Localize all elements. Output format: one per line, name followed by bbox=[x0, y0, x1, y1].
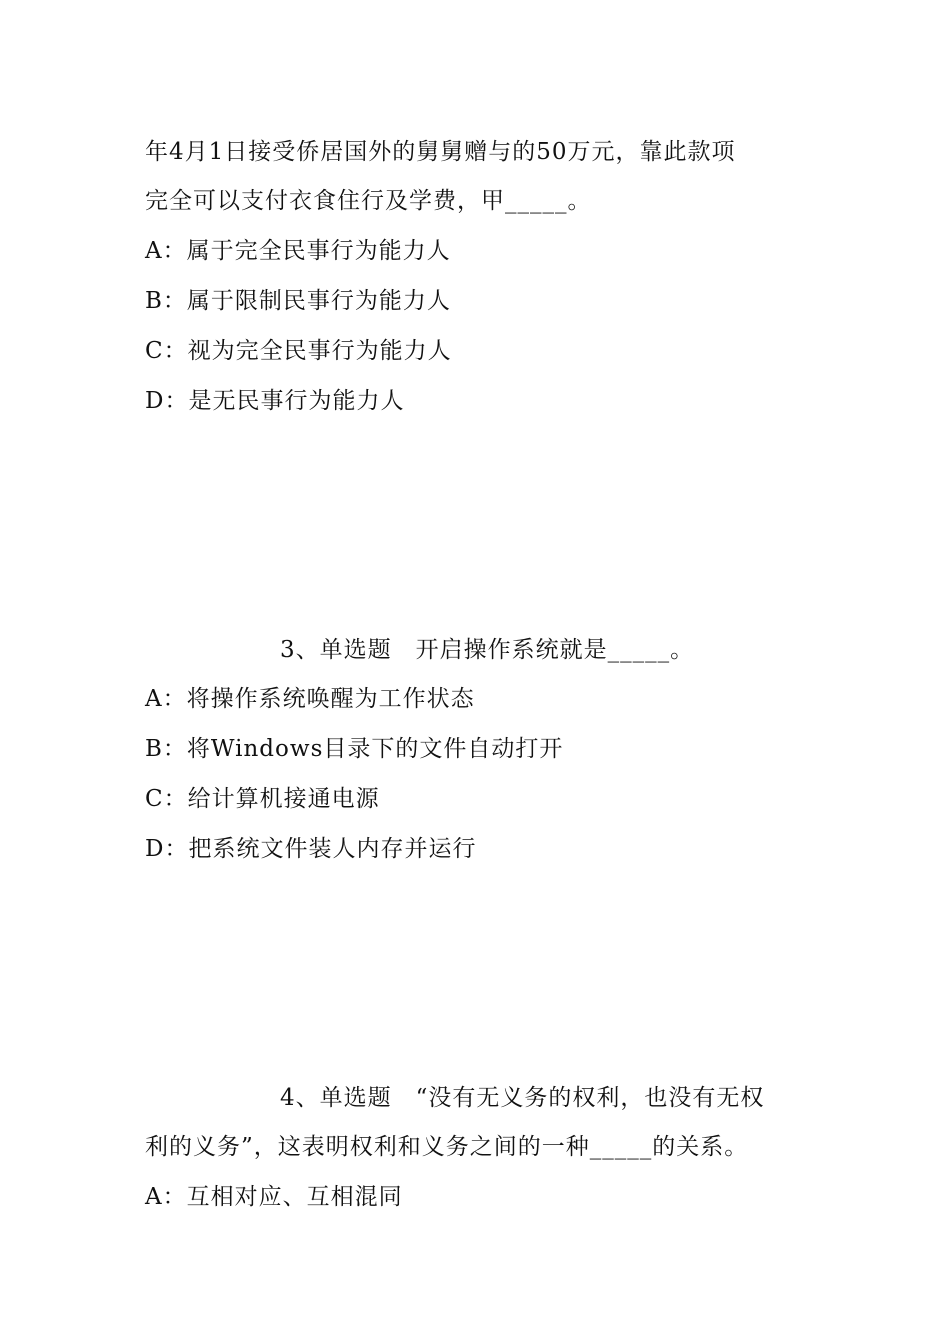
q4-stem-line1: “没有无义务的权利，也没有无权 bbox=[415, 1085, 765, 1111]
q2-stem-line2: 完全可以支付衣食住行及学费，甲_____。 bbox=[145, 188, 592, 214]
q3-option-a: A：将操作系统唤醒为工作状态 bbox=[145, 686, 475, 712]
q2-option-d: D：是无民事行为能力人 bbox=[145, 388, 405, 414]
q3-number-type: 3、单选题 bbox=[280, 637, 392, 663]
q2-option-b: B：属于限制民事行为能力人 bbox=[145, 288, 451, 314]
q4-number-type: 4、单选题 bbox=[280, 1085, 392, 1111]
q3-title bbox=[280, 635, 694, 665]
q2-option-c: C：视为完全民事行为能力人 bbox=[145, 338, 452, 364]
q3-stem: 开启操作系统就是_____。 bbox=[415, 637, 695, 663]
q3-option-d: D：把系统文件装人内存并运行 bbox=[145, 836, 477, 862]
q4-option-a: A：互相对应、互相混同 bbox=[145, 1184, 403, 1210]
q2-option-a: A：属于完全民事行为能力人 bbox=[145, 238, 451, 264]
q3-option-c: C：给计算机接通电源 bbox=[145, 786, 380, 812]
q4-stem-line2: 利的义务”，这表明权利和义务之间的一种_____的关系。 bbox=[145, 1134, 749, 1160]
q3-option-b: B：将Windows目录下的文件自动打开 bbox=[145, 736, 564, 762]
q4-title bbox=[280, 1083, 764, 1113]
q2-stem-line1: 年4月1日接受侨居国外的舅舅赠与的50万元，靠此款项 bbox=[145, 139, 736, 165]
